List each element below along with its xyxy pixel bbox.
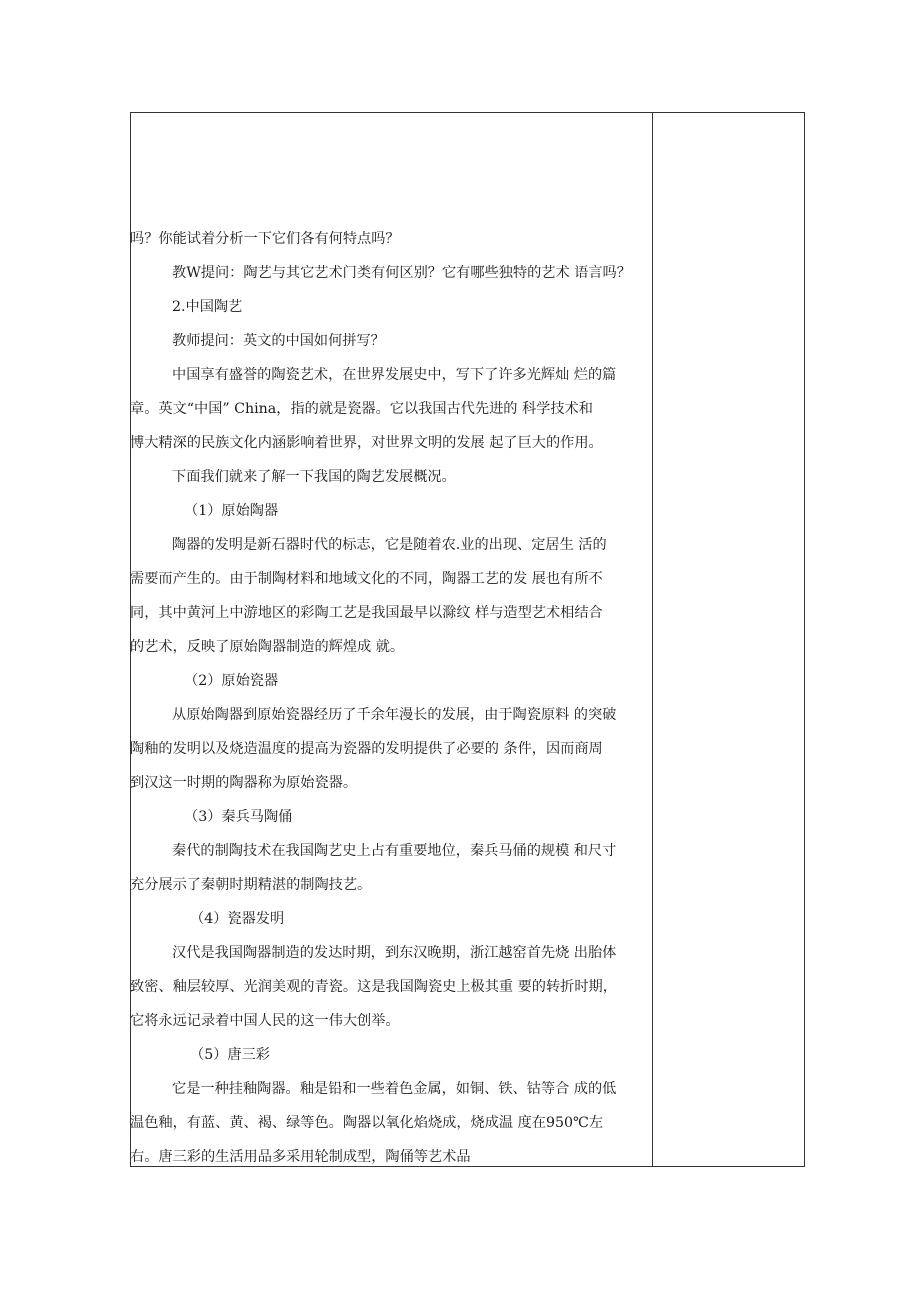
text-line: 汉代是我国陶器制造的发达时期，到东汉晚期，浙江越窑首先烧 出胎体 (172, 945, 617, 961)
text-line: 博大精深的民族文化内涵影响着世界，对世界文明的发展 起了巨大的作用。 (130, 435, 603, 451)
text-line: 温色釉，有蓝、黄、褐、绿等色。陶器以氧化焰烧成，烧成温 度在950℃左 (130, 1115, 604, 1131)
text-line: （1）原始陶器 (184, 503, 279, 519)
text-line: 同，其中黄河上中游地区的彩陶工艺是我国最早以滁纹 样与造型艺术相结合 (130, 605, 603, 621)
text-line: 从原始陶器到原始瓷器经历了千余年漫长的发展，由于陶瓷原料 的突破 (172, 707, 617, 723)
text-line: 吗？你能试着分析一下它们各有何特点吗？ (130, 231, 400, 247)
text-line: 充分展示了秦朝时期精湛的制陶技艺。 (130, 877, 372, 893)
text-line: 秦代的制陶技术在我国陶艺史上占有重要地位，秦兵马俑的规模 和尺寸 (172, 843, 617, 859)
text-line: 右。唐三彩的生活用品多采用轮制成型，陶俑等艺术品 (130, 1149, 471, 1165)
text-line: 致密、釉层较厚、光润美观的青瓷。这是我国陶瓷史上极其重 要的转折时期， (130, 979, 617, 995)
text-line: 到汉这一时期的陶器称为原始瓷器。 (130, 775, 358, 791)
text-line: 2.中国陶艺 (172, 299, 243, 315)
text-line: 陶釉的发明以及烧造温度的提高为瓷器的发明提供了必要的 条件，因而商周 (130, 741, 603, 757)
text-line: （4）瓷器发明 (190, 911, 285, 927)
text-line: 的艺术，反映了原始陶器制造的辉煌成 就。 (130, 639, 405, 655)
text-line: （3）秦兵马陶俑 (184, 809, 293, 825)
lesson-text-cell (130, 222, 652, 1174)
table-column-divider (652, 112, 653, 1167)
text-line: 下面我们就来了解一下我国的陶艺发展概况。 (172, 469, 456, 485)
text-line: （5）唐三彩 (190, 1047, 270, 1063)
text-line: 它将永远记录着中国人民的这一伟大创举。 (130, 1013, 400, 1029)
text-line: 章。英文“中国” China，指的就是瓷器。它以我国古代先进的 科学技术和 (130, 401, 593, 417)
text-line: 陶器的发明是新石器时代的标志，它是随着农.业的出现、定居生 活的 (172, 537, 607, 553)
text-line: 教W提问：陶艺与其它艺术门类有何区别？它有哪些独特的艺术 语言吗？ (172, 265, 631, 281)
text-line: 中国享有盛誉的陶瓷艺术，在世界发展史中，写下了许多光辉灿 烂的篇 (172, 367, 617, 383)
text-line: 需要而产生的。由于制陶材料和地域文化的不同，陶器工艺的发 展也有所不 (130, 571, 603, 587)
text-line: 教师提问：英文的中国如何拼写？ (172, 333, 385, 349)
text-line: （2）原始瓷器 (184, 673, 279, 689)
text-line: 它是一种挂釉陶器。釉是铅和一些着色金属，如铜、铁、钴等合 成的低 (172, 1081, 617, 1097)
